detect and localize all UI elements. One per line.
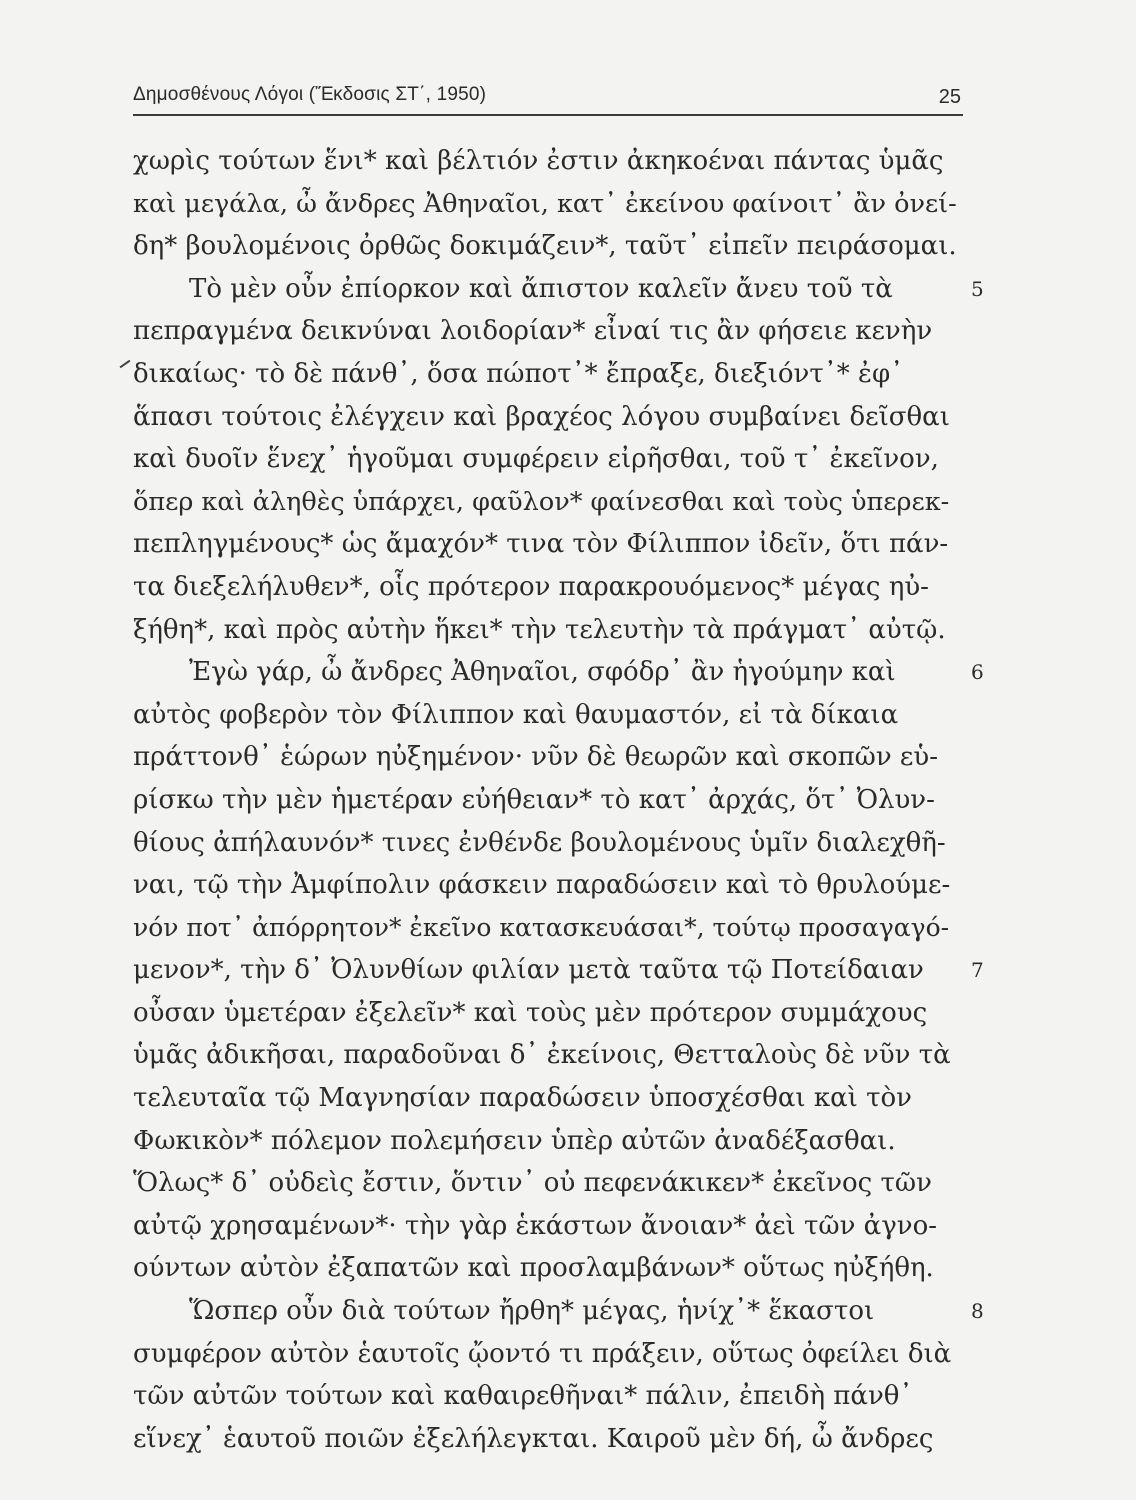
page-number: 25 — [938, 86, 961, 108]
text-line — [133, 225, 963, 268]
text-line — [133, 481, 963, 524]
text-line — [133, 992, 963, 1035]
section-number: 7 — [971, 958, 984, 983]
text-line-content: ὑμᾶς ἀδικῆσαι, παραδοῦναι δ᾿ ἐκείνοις, Θετταλοὺς δὲ νῦν τὰ — [133, 1040, 951, 1071]
text-line-content: ἅπασι τούτοις ἐλέγχειν καὶ βραχέος λόγου συμβαίνει δεῖσθαι — [133, 401, 950, 432]
text-line-content: πεπραγμένα δεικνύναι λοιδορίαν* εἶναί τις ἂν φήσειε κενὴν — [133, 316, 933, 347]
text-line — [133, 1205, 963, 1248]
text-line — [133, 949, 984, 992]
text-line-content: χωρὶς τούτων ἕνι* καὶ βέλτιόν ἐστιν ἀκηκοέναι πάντας ὑμᾶς — [133, 146, 944, 176]
text-line-content: θίους ἀπήλαυνόν* τινες ἐνθένδε βουλομένους ὑμῖν διαλεχθῆ- — [133, 827, 946, 858]
text-line — [133, 353, 963, 396]
text-line — [133, 566, 963, 609]
text-line-content: Ὥσπερ οὖν διὰ τούτων ἤρθη* μέγας, ἡνίχ᾿* ἕκαστοι — [189, 1296, 875, 1327]
text-line-content: ρίσκω τὴν μὲν ἡμετέραν εὐήθειαν* τὸ κατ᾿ ἀρχάς, ὅτ᾿ Ὀλυν- — [133, 784, 935, 815]
text-line — [133, 1120, 963, 1163]
text-line — [133, 438, 963, 481]
header-title: Δημοσθένους Λόγοι (Ἔκδοσις ΣΤ΄, 1950) — [133, 84, 487, 105]
section-number: 8 — [971, 1299, 984, 1324]
text-line-content: ὅπερ καὶ ἀληθὲς ὑπάρχει, φαῦλον* φαίνεσθαι καὶ τοὺς ὑπερεκ- — [133, 486, 950, 517]
text-line — [133, 609, 963, 652]
text-line — [133, 779, 963, 822]
text-line-content: πράττονθ᾿ ἑώρων ηὐξημένον· νῦν δὲ θεωρῶν καὶ σκοπῶν εὑ- — [133, 742, 938, 773]
margin-tick-mark — [120, 360, 131, 369]
text-line — [133, 651, 984, 694]
text-line-content: αὐτὸς φοβερὸν τὸν Φίλιππον καὶ θαυμαστόν, εἰ τὰ δίκαια — [133, 699, 899, 730]
text-line-content: ούντων αὐτὸν ἐξαπατῶν καὶ προσλαμβάνων* οὕτως ηὐξήθη. — [133, 1253, 934, 1284]
text-line — [133, 822, 963, 865]
text-line-content: συμφέρον αὐτὸν ἑαυτοῖς ᾤοντό τι πράξειν, οὕτως ὀφείλει διὰ — [133, 1338, 952, 1369]
text-line-content: τῶν αὐτῶν τούτων καὶ καθαιρεθῆναι* πάλιν, ἐπειδὴ πάνθ᾿ — [133, 1381, 913, 1412]
text-line-content: καὶ δυοῖν ἕνεχ᾿ ἡγοῦμαι συμφέρειν εἰρῆσθαι, τοῦ τ᾿ ἐκεῖνον, — [133, 444, 939, 475]
text-line-content: Τὸ μὲν οὖν ἐπίορκον καὶ ἄπιστον καλεῖν ἄνευ τοῦ τὰ — [189, 273, 893, 304]
text-line-content: ναι, τῷ τὴν Ἀμφίπολιν φάσκειν παραδώσειν καὶ τὸ θρυλούμε- — [133, 870, 951, 901]
text-line — [133, 1418, 963, 1461]
text-line-content: πεπληγμένους* ὡς ἄμαχόν* τινα τὸν Φίλιππον ἰδεῖν, ὅτι πάν- — [133, 529, 949, 560]
text-line — [133, 694, 963, 737]
text-line — [133, 1162, 963, 1205]
text-line-content: δη* βουλομένοις ὀρθῶς δοκιμάζειν*, ταῦτ᾿ εἰπεῖν πειράσομαι. — [133, 231, 957, 262]
text-line — [133, 1247, 963, 1290]
text-line-content: Ὅλως* δ᾿ οὐδεὶς ἔστιν, ὅντιν᾿ οὐ πεφενάκικεν* ἐκεῖνος τῶν — [133, 1168, 932, 1199]
text-line-content: ξήθη*, καὶ πρὸς αὐτὴν ἥκει* τὴν τελευτὴν τὰ πράγματ᾿ αὐτῷ. — [133, 614, 946, 645]
text-line — [133, 1333, 963, 1376]
text-line — [133, 864, 963, 907]
text-line — [133, 523, 963, 566]
text-line — [133, 396, 963, 439]
text-line — [133, 736, 963, 779]
text-line — [133, 1375, 963, 1418]
text-line-content: οὖσαν ὑμετέραν ἐξελεῖν* καὶ τοὺς μὲν πρότερον συμμάχους — [133, 997, 928, 1028]
section-number: 5 — [971, 276, 984, 301]
text-line-content: αὐτῷ χρησαμένων*· τὴν γὰρ ἑκάστων ἄνοιαν* ἀεὶ τῶν ἀγνο- — [133, 1210, 938, 1241]
text-line-content: νόν ποτ᾿ ἀπόρρητον* ἐκεῖνο κατασκευάσαι*, τούτῳ προσαγαγό- — [133, 912, 950, 942]
text-line — [133, 907, 963, 950]
text-line-content: τελευταῖα τῷ Μαγνησίαν παραδώσειν ὑποσχέσθαι καὶ τὸν — [133, 1083, 912, 1114]
text-line-content: Φωκικὸν* πόλεμον πολεμήσειν ὑπὲρ αὐτῶν ἀναδέξασθαι. — [133, 1125, 896, 1156]
text-line-content: δικαίως· τὸ δὲ πάνθ᾿, ὅσα πώποτ᾿* ἔπραξε, διεξιόντ᾿* ἐφ᾿ — [133, 358, 904, 389]
section-number: 6 — [971, 660, 984, 685]
text-line — [133, 1077, 963, 1120]
text-line — [133, 1290, 984, 1333]
text-line — [133, 268, 984, 311]
running-header — [133, 82, 963, 116]
text-line — [133, 1034, 963, 1077]
text-line-content: τα διεξελήλυθεν*, οἷς πρότερον παρακρουόμενος* μέγας ηὐ- — [133, 571, 929, 602]
text-line — [133, 140, 963, 183]
text-line-content: Ἐγὼ γάρ, ὦ ἄνδρες Ἀθηναῖοι, σφόδρ᾿ ἂν ἡγούμην καὶ — [189, 657, 896, 688]
text-line — [133, 310, 963, 353]
text-line — [133, 183, 963, 226]
body-text — [133, 140, 984, 1460]
text-line-content: εἵνεχ᾿ ἑαυτοῦ ποιῶν ἐξελήλεγκται. Καιροῦ μὲν δή, ὦ ἄνδρες — [133, 1423, 934, 1454]
text-line-content: καὶ μεγάλα, ὦ ἄνδρες Ἀθηναῖοι, κατ᾿ ἐκείνου φαίνοιτ᾿ ἂν ὀνεί- — [133, 188, 957, 219]
text-line-content: μενον*, τὴν δ᾿ Ὀλυνθίων φιλίαν μετὰ ταῦτα τῷ Ποτείδαιαν — [133, 955, 924, 986]
